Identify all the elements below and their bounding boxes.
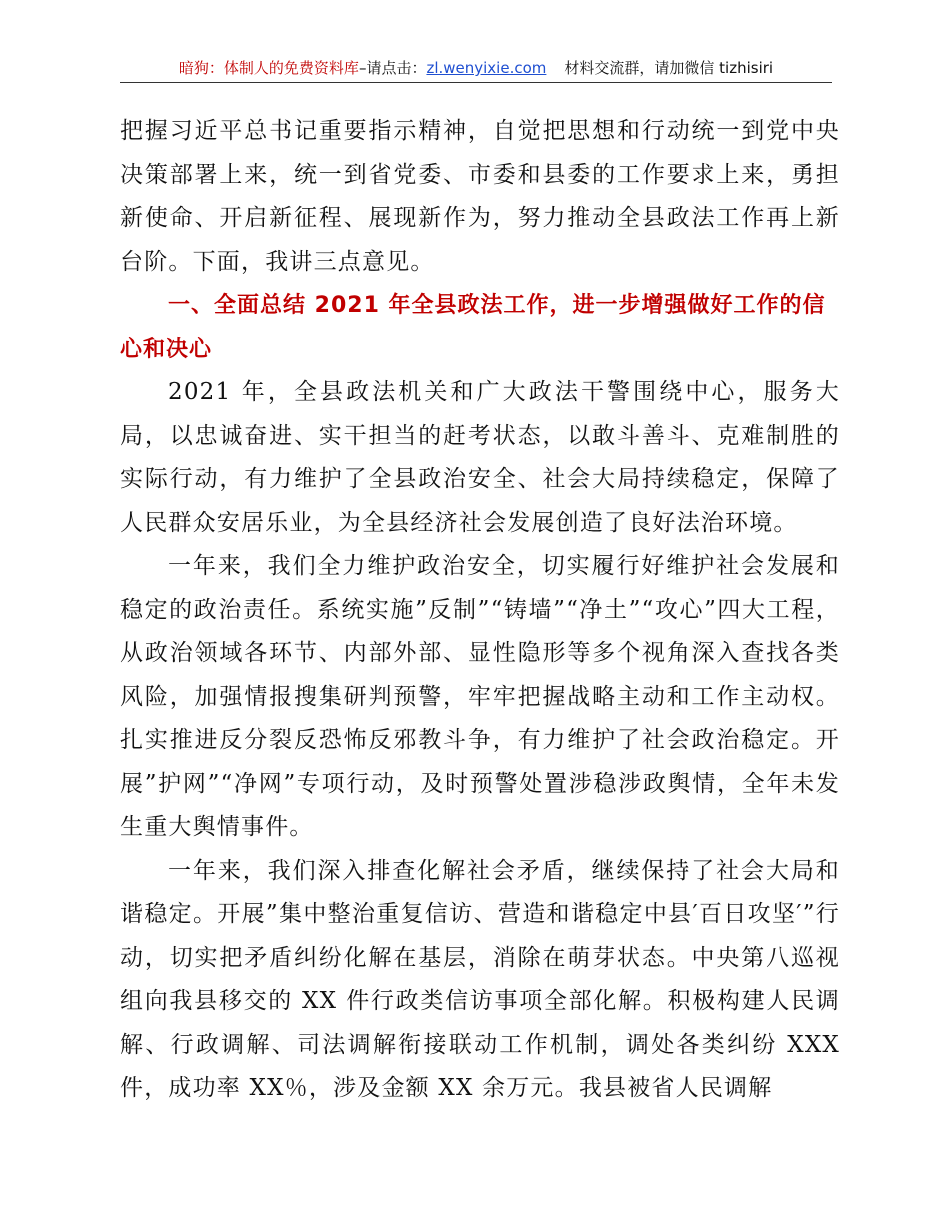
group-note: 材料交流群，请加微信 tizhisiri — [564, 59, 774, 77]
site-name: 暗狗：体制人的免费资料库 — [178, 59, 359, 77]
site-url-link[interactable]: zl.wenyixie.com — [426, 59, 547, 77]
page-header — [120, 56, 832, 83]
paragraph-political-security: 一年来，我们全力维护政治安全，切实履行好维护社会发展和稳定的政治责任。系统实施”反制”“铸墙”“净土”“攻心”四大工程，从政治领域各环节、内部外部、显性隐形等多个视角深入查找各类风险，加强情报搜集研判预警，牢牢把握战略主动和工作主动权。扎实推进反分裂反恐怖反邪教斗争，有力维护了社会政治稳定。开展”护网”“净网”专项行动，及时预警处置涉稳涉政舆情，全年未发生重大舆情事件。 — [120, 553, 840, 840]
document-body — [120, 110, 840, 1111]
paragraph-social-conflicts: 一年来，我们深入排查化解社会矛盾，继续保持了社会大局和谐稳定。开展”集中整治重复信访、营造和谐稳定中县′百日攻坚′”行动，切实把矛盾纠纷化解在基层，消除在萌芽状态。中央第八巡视组向我县移交的 XX 件行政类信访事项全部化解。积极构建人民调解、行政调解、司法调解衔接联动工作机制，调处各类纠纷 XXX 件，成功率 XX％，涉及金额 XX 余万元。我县被省人民调解 — [120, 857, 840, 1101]
paragraph-intro: 把握习近平总书记重要指示精神，自觉把思想和行动统一到党中央决策部署上来，统一到省党委、市委和县委的工作要求上来，勇担新使命、开启新征程、展现新作为，努力推动全县政法工作再上新台阶。下面，我讲三点意见。 — [120, 118, 840, 275]
section-heading-1: 一、全面总结 2021 年全县政法工作，进一步增强做好工作的信心和决心 — [120, 293, 826, 362]
click-prompt: –请点击： — [358, 59, 427, 77]
paragraph-summary: 2021 年，全县政法机关和广大政法干警围绕中心，服务大局，以忠诚奋进、实干担当的赶考状态，以敢斗善斗、克难制胜的实际行动，有力维护了全县政治安全、社会大局持续稳定，保障了人民群众安居乐业，为全县经济社会发展创造了良好法治环境。 — [120, 379, 840, 536]
